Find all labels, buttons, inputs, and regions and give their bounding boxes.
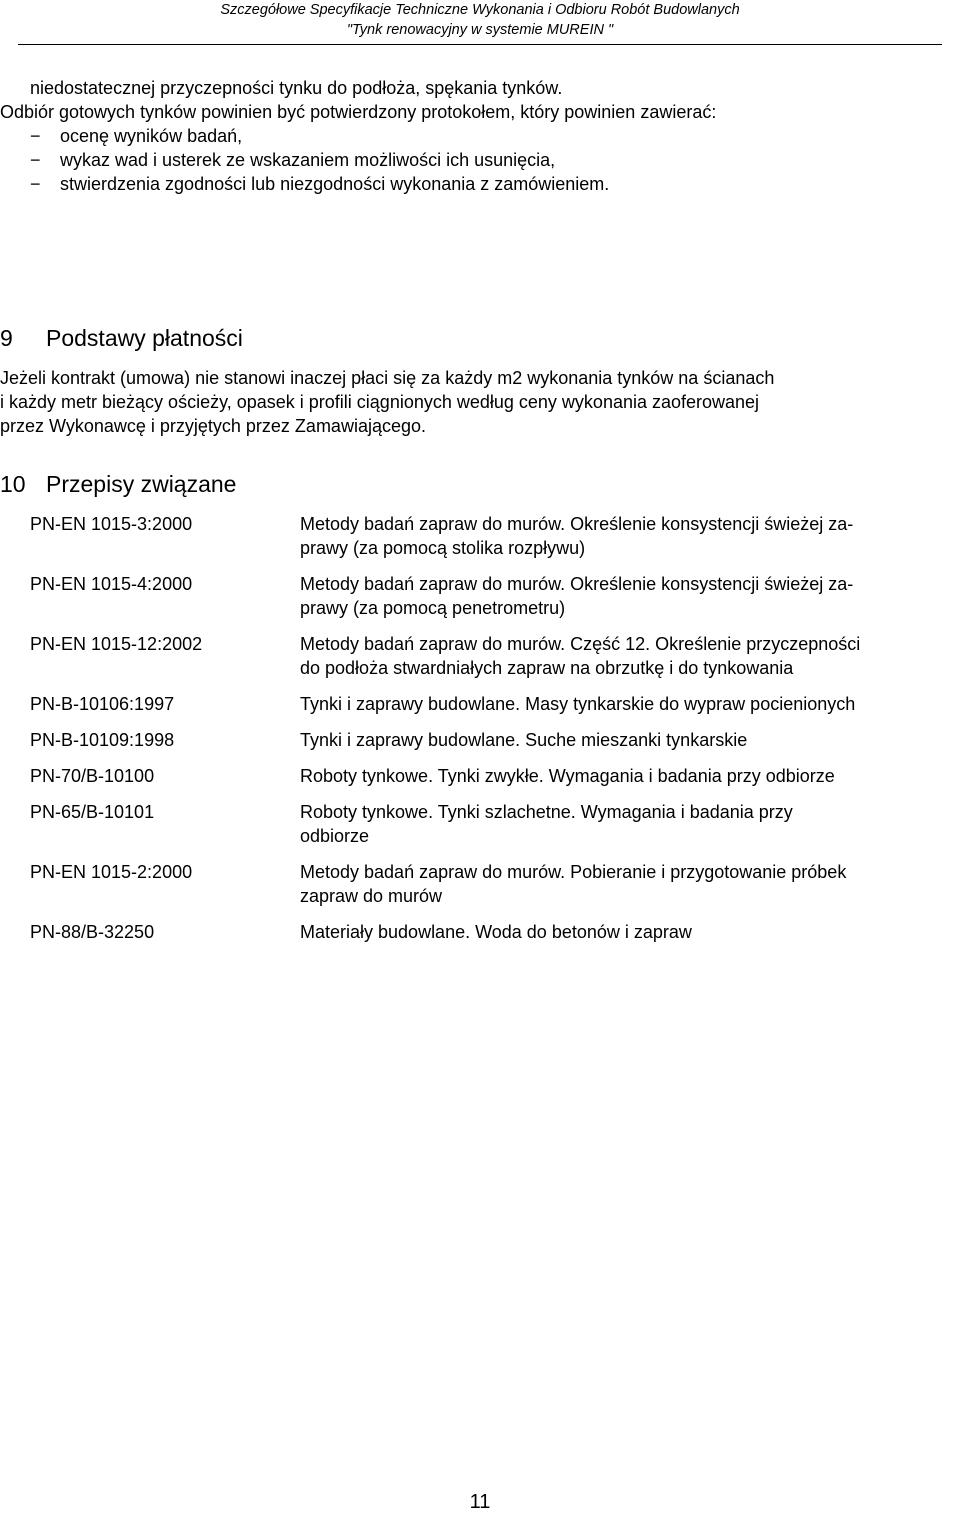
paragraph-line: i każdy metr bieżący ościeży, opasek i profili ciągnionych według ceny wykonania zaoferowanej (0, 392, 760, 412)
section-title: Podstawy płatności (46, 325, 243, 351)
standard-row (30, 728, 960, 752)
standard-row (30, 800, 960, 848)
section-9-heading (0, 324, 243, 352)
document-header (0, 0, 960, 40)
standard-description: Roboty tynkowe. Tynki zwykłe. Wymagania i badania przy odbiorze (300, 766, 835, 786)
standard-code: PN-65/B-10101 (30, 802, 155, 822)
standard-description: Metody badań zapraw do murów. Część 12. Określenie przyczepności do podłoża stwardniałych zapraw na obrzutkę i do tynkowania (300, 634, 861, 678)
standard-row (30, 692, 960, 716)
dash-bullet: − (30, 126, 41, 146)
standard-code: PN-B-10109:1998 (30, 730, 175, 750)
header-divider (18, 44, 942, 45)
section-title: Przepisy związane (46, 471, 237, 497)
header-subtitle: "Tynk renowacyjny w systemie MUREIN " (346, 22, 614, 38)
standard-description: Tynki i zaprawy budowlane. Masy tynkarskie do wypraw pocienionych (300, 694, 856, 714)
dash-bullet: − (30, 150, 41, 170)
standard-code: PN-70/B-10100 (30, 766, 155, 786)
standard-row (30, 572, 960, 620)
page-number: 11 (469, 1491, 491, 1513)
standards-list (30, 512, 960, 944)
standard-row (30, 512, 960, 560)
standard-code: PN-EN 1015-4:2000 (30, 574, 193, 594)
standard-description: Metody badań zapraw do murów. Określenie konsystencji świeżej za- prawy (za pomocą penetrometru) (300, 574, 854, 618)
list-item: − stwierdzenia zgodności lub niezgodności wykonania z zamówieniem. (30, 174, 610, 194)
standard-row (30, 920, 960, 944)
standard-code: PN-EN 1015-3:2000 (30, 514, 193, 534)
standard-row (30, 764, 960, 788)
standard-code: PN-B-10106:1997 (30, 694, 175, 714)
section-number: 9 (0, 325, 13, 351)
standard-description: Tynki i zaprawy budowlane. Suche mieszanki tynkarskie (300, 730, 748, 750)
list-item: − ocenę wyników badań, (30, 126, 243, 146)
dash-bullet: − (30, 174, 41, 194)
standard-description: Metody badań zapraw do murów. Pobieranie i przygotowanie próbek zapraw do murów (300, 862, 847, 906)
list-item: − wykaz wad i usterek ze wskazaniem możliwości ich usunięcia, (30, 150, 556, 170)
standard-description: Roboty tynkowe. Tynki szlachetne. Wymagania i badania przy odbiorze (300, 802, 793, 846)
paragraph-line: Jeżeli kontrakt (umowa) nie stanowi inaczej płaci się za każdy m2 wykonania tynków na ścianach (0, 368, 775, 388)
standard-code: PN-EN 1015-2:2000 (30, 862, 193, 882)
section-number: 10 (0, 471, 26, 497)
protocol-items-list (30, 124, 960, 196)
header-title: Szczegółowe Specyfikacje Techniczne Wykonania i Odbioru Robót Budowlanych (220, 2, 740, 18)
continued-text: niedostatecznej przyczepności tynku do podłoża, spękania tynków. (30, 78, 563, 98)
intro-block (0, 76, 960, 196)
standard-row (30, 632, 960, 680)
protocol-text: Odbiór gotowych tynków powinien być potwierdzony protokołem, który powinien zawierać: (0, 102, 717, 122)
payment-paragraph (0, 366, 960, 438)
standard-row (30, 860, 960, 908)
section-10-heading (0, 470, 236, 498)
standard-code: PN-EN 1015-12:2002 (30, 634, 203, 654)
standard-code: PN-88/B-32250 (30, 922, 155, 942)
paragraph-line: przez Wykonawcę i przyjętych przez Zamawiającego. (0, 416, 426, 436)
standard-description: Metody badań zapraw do murów. Określenie konsystencji świeżej za- prawy (za pomocą stolika rozpływu) (300, 514, 854, 558)
standard-description: Materiały budowlane. Woda do betonów i zapraw (300, 922, 692, 942)
